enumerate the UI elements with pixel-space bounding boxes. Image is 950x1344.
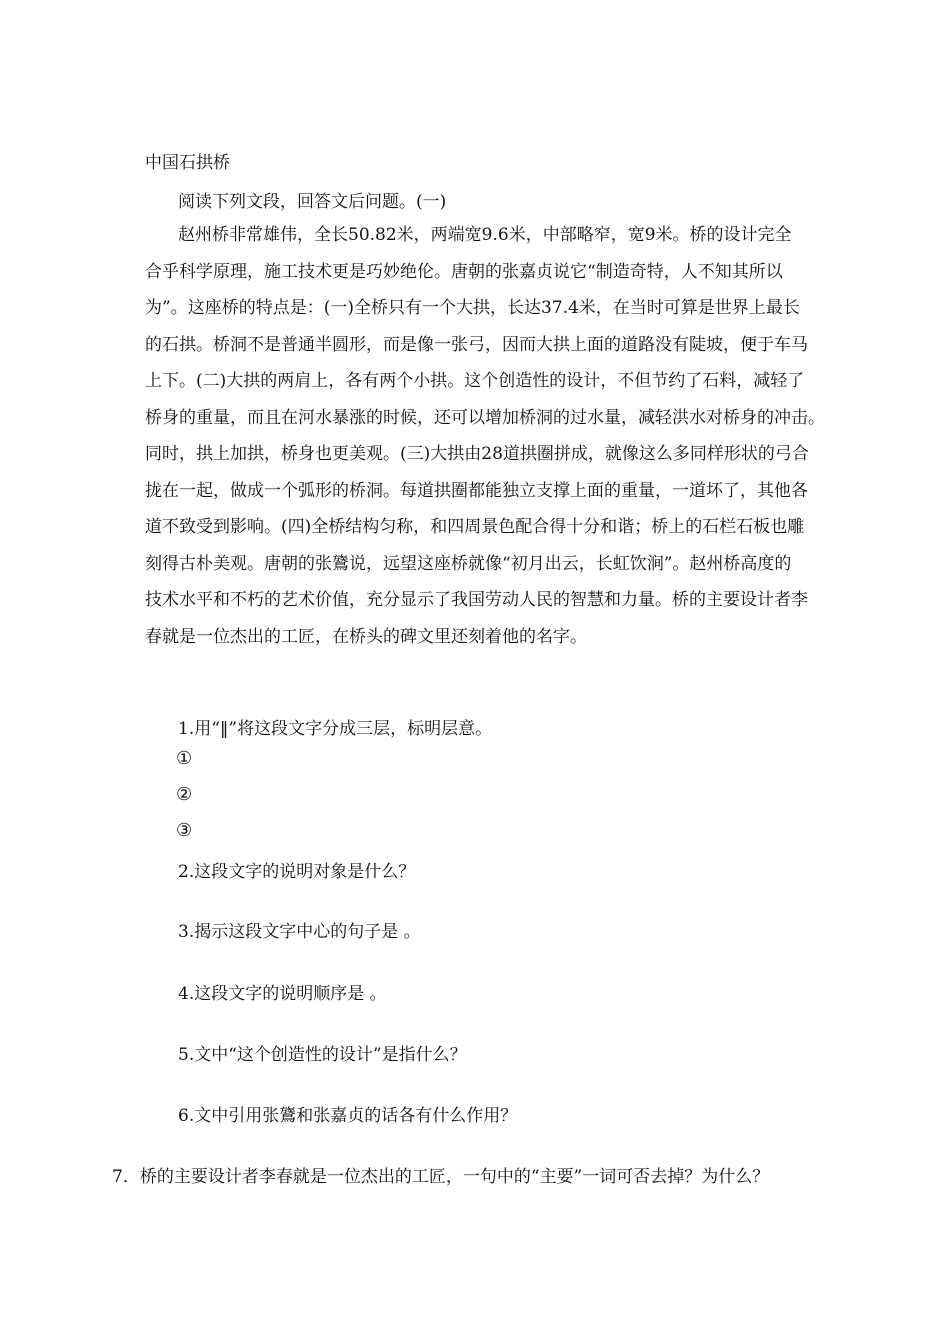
answer-marker-1: ① xyxy=(176,748,193,769)
document-title: 中国石拱桥 xyxy=(145,153,230,173)
question-5: 5.文中“这个创造性的设计”是指什么？ xyxy=(178,1045,467,1065)
answer-marker-3: ③ xyxy=(176,820,193,841)
question-4: 4.这段文字的说明顺序是 。 xyxy=(178,984,387,1004)
reading-passage xyxy=(145,222,825,660)
question-2: 2.这段文字的说明对象是什么？ xyxy=(178,862,416,882)
passage-line: 为”。这座桥的特点是：(一)全桥只有一个大拱，长达37.4米，在当时可算是世界上最长 xyxy=(145,298,800,318)
answer-marker-2: ② xyxy=(176,784,193,805)
passage-line: 合乎科学原理，施工技术更是巧妙绝伦。唐朝的张嘉贞说它“制造奇特，人不知其所以 xyxy=(145,261,783,282)
passage-line: 的石拱。桥洞不是普通半圆形，而是像一张弓，因而大拱上面的道路没有陡坡，便于车马 xyxy=(145,334,808,355)
passage-line: 桥身的重量，而且在河水暴涨的时候，还可以增加桥洞的过水量，减轻洪水对桥身的冲击。 xyxy=(145,407,825,428)
passage-line: 赵州桥非常雄伟，全长50.82米，两端宽9.6米，中部略窄，宽9米。桥的设计完全 xyxy=(178,225,792,245)
question-6: 6.文中引用张鷟和张嘉贞的话各有什么作用？ xyxy=(178,1106,518,1126)
passage-line: 刻得古朴美观。唐朝的张鷟说，远望这座桥就像“初月出云，长虹饮涧”。赵州桥高度的 xyxy=(145,553,792,574)
passage-line: 道不致受到影响。(四)全桥结构匀称，和四周景色配合得十分和谐；桥上的石栏石板也雕 xyxy=(145,517,805,537)
question-3: 3.揭示这段文字中心的句子是 。 xyxy=(178,922,421,942)
passage-line: 技术水平和不朽的艺术价值，充分显示了我国劳动人民的智慧和力量。桥的主要设计者李 xyxy=(145,590,808,610)
passage-line: 春就是一位杰出的工匠，在桥头的碑文里还刻着他的名字。 xyxy=(145,626,587,647)
question-1: 1.用“‖”将这段文字分成三层，标明层意。 xyxy=(178,719,493,739)
passage-line: 拢在一起，做成一个弧形的桥洞。每道拱圈都能独立支撑上面的重量，一道坏了，其他各 xyxy=(145,480,808,501)
passage-line: 同时，拱上加拱，桥身也更美观。(三)大拱由28道拱圈拼成，就像这么多同样形状的弓合 xyxy=(145,444,809,464)
instruction-text: 阅读下列文段，回答文后问题。(一) xyxy=(178,192,447,212)
passage-line: 上下。(二)大拱的两肩上，各有两个小拱。这个创造性的设计，不但节约了石料，减轻了 xyxy=(145,371,805,391)
question-7: 7．桥的主要设计者李春就是一位杰出的工匠，一句中的“主要”一词可否去掉？为什么？ xyxy=(112,1167,770,1187)
